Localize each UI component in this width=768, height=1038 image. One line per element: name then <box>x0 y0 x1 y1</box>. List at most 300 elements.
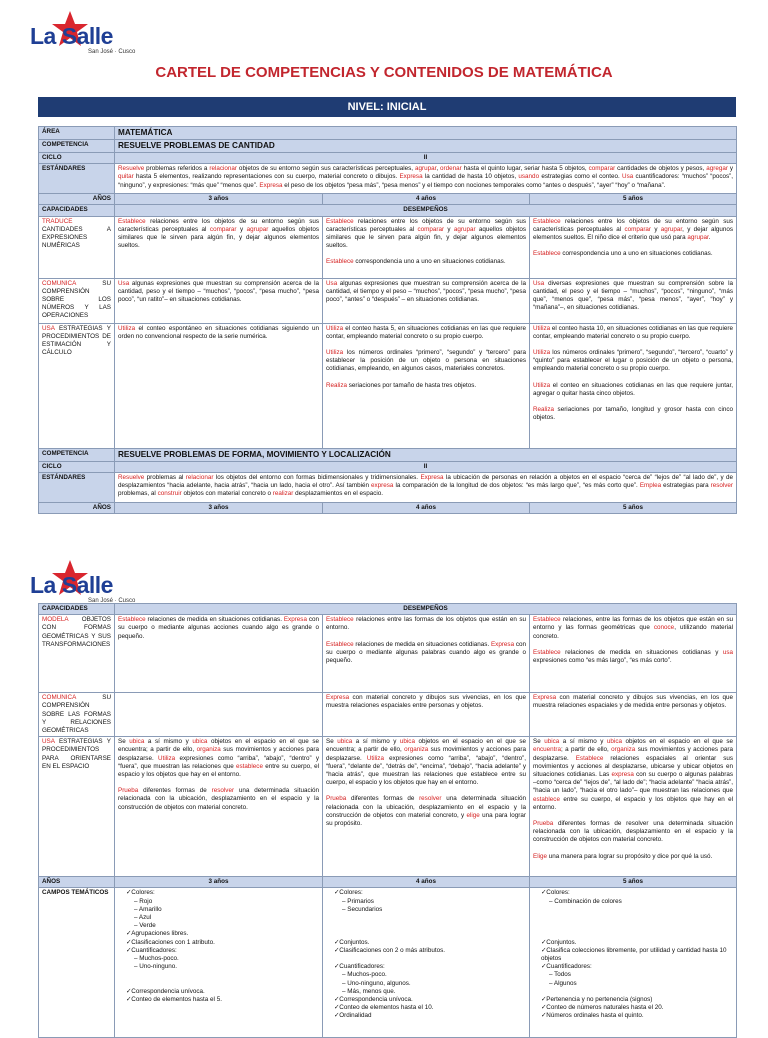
action-verb: Utiliza <box>118 324 136 332</box>
text-run: a sí mismo y <box>144 738 193 746</box>
ciclo-label: CICLO <box>39 153 115 164</box>
action-verb: COMUNICA <box>42 694 76 702</box>
topic-item: – Muchos-poco. <box>134 955 179 963</box>
action-verb: Expresa <box>259 181 283 189</box>
topic-item <box>334 955 526 963</box>
desempeno-3 <box>115 737 323 877</box>
text-run: relaciones entre los objetos de su entorno según sus características perceptuales al <box>326 217 526 233</box>
desempeno-5 <box>530 323 737 448</box>
desempeno-paragraph <box>533 349 733 374</box>
text-run: diferentes formas de <box>138 787 212 795</box>
topic-item: ✓Pertenencia y no pertenencia (signos) <box>541 996 653 1004</box>
desempeno-paragraph <box>533 694 733 710</box>
competencia-name: RESUELVE PROBLEMAS DE CANTIDAD <box>115 140 737 153</box>
text-run: la ubicación de personas en relación a objetos en el espacio “cerca de” “lejos de” “al lado de”, y de desplazamientos “hacia adelante, hacia atrás”, “hacia un lado, hacia el otro”. Así también <box>118 473 734 490</box>
logo-subtitle: San José · Cusco <box>88 49 136 55</box>
action-verb: Usa <box>118 279 130 287</box>
action-verb: Resuelve <box>118 165 145 173</box>
action-verb: usando <box>518 173 540 181</box>
page-title: CARTEL DE COMPETENCIAS Y CONTENIDOS DE MATEMÁTICA <box>155 64 613 81</box>
action-verb: Utiliza <box>533 349 551 357</box>
desempeno-3 <box>115 693 323 737</box>
text-run: entre su cuerpo, el espacio y los objetos que hay en el entorno. <box>118 762 319 779</box>
desempeno-paragraph <box>326 795 526 828</box>
action-verb: Utiliza <box>158 754 176 762</box>
text-run: relaciones de medida en situaciones cotidianas. <box>145 616 284 624</box>
desempeno-paragraph <box>118 616 319 641</box>
action-verb: agregar <box>706 165 728 173</box>
desempeno-paragraph <box>118 280 319 305</box>
action-verb: Elige <box>533 852 548 860</box>
text-run: objetos de su entorno según sus características perceptuales, <box>237 165 415 173</box>
action-verb: comparar <box>624 225 652 233</box>
text-run: entre su cuerpo, el espacio y los objetos que hay en el entorno. <box>533 795 734 811</box>
action-verb: Expresa <box>420 473 444 481</box>
topic-item: ✓Colores: <box>126 889 155 897</box>
desempeno-3 <box>115 615 323 693</box>
text-run: ESTRATEGIAS Y PROCEDIMIENTOS PARA ORIENTARSE EN EL ESPACIO <box>42 738 111 770</box>
action-verb: organiza <box>404 746 429 754</box>
action-verb: ubica <box>399 738 415 746</box>
action-verb: conoce <box>653 624 675 632</box>
action-verb: comparar <box>417 225 445 233</box>
text-run: OBJETOS CON FORMAS GEOMÉTRICAS Y SUS TRANSFORMACIONES <box>42 616 111 648</box>
ciclo-value: II <box>115 153 737 164</box>
desempeno-paragraph <box>533 820 733 845</box>
text-run: relaciones de medida en situaciones cotidianas y <box>560 648 723 656</box>
topic-item <box>541 922 733 930</box>
desempeno-paragraph <box>533 325 733 341</box>
text-run: relaciones espaciales al orientar sus movimientos y acciones al desplazarse, ubicarse y ubicar objetos en situaciones cotidianas. Las <box>533 754 734 779</box>
text-run: Se <box>118 738 130 746</box>
ciclo-label: CICLO <box>39 461 115 472</box>
capacidad-cell <box>39 615 115 693</box>
topic-item: – Primarios <box>342 897 374 905</box>
capacidad-cell <box>39 323 115 448</box>
area-name: MATEMÁTICA <box>115 127 737 140</box>
campos-5 <box>530 888 737 1038</box>
age-5: 5 años <box>530 877 737 888</box>
text-run: sus movimientos y acciones para desplazarse. <box>118 746 319 762</box>
action-verb: Expresa <box>283 616 307 624</box>
action-verb: organiza <box>196 746 221 754</box>
text-run: hasta el quinto lugar, seriar hasta 5 objetos, <box>461 165 589 173</box>
desempeno-4 <box>323 216 530 278</box>
campos-label: CAMPOS TEMÁTICOS <box>39 888 115 1038</box>
desempeno-3 <box>115 216 323 278</box>
competencies-table-2 <box>38 603 737 1038</box>
action-verb: organiza <box>611 746 636 754</box>
desempeno-paragraph <box>533 218 733 243</box>
text-run: una determinada situación relacionada con la ubicación, desplazamiento en el espacio y la construcción de objetos con material concreto, y <box>326 795 526 819</box>
desempeno-paragraph <box>533 738 733 812</box>
text-run: una manera para lograr su propósito y dice por qué la usó. <box>547 852 713 860</box>
text-run: diversas expresiones que muestran su comprensión sobre la cantidad, el peso y el tiempo – “muchos”, “pocos”, “ninguno”, “más que”, “menos que”, “pesa más”, “pesa menos”, “ayer”, “hoy” y “mañana”–, en situaciones cotidianas. <box>533 279 734 312</box>
action-verb: construir <box>157 490 182 498</box>
desempeno-5 <box>530 615 737 693</box>
topic-item: ✓Conjuntos. <box>334 938 370 946</box>
text-run: sus movimientos y acciones para desplazarse. <box>533 746 734 762</box>
level-banner: NIVEL: INICIAL <box>38 97 736 117</box>
desempeno-3 <box>115 278 323 323</box>
text-run: algunas expresiones que muestran su comprensión acerca de la cantidad, peso y el tiempo – “muchos”, “pocos”, “pesa mucho”, “pesa poco”, “un ratito”– en situaciones cotidianas. <box>118 279 319 304</box>
action-verb: Utiliza <box>533 324 551 332</box>
action-verb: USA <box>42 324 55 332</box>
desempeno-paragraph <box>326 616 526 632</box>
text-run: sus movimientos y acciones para desplazarse. <box>326 746 526 762</box>
text-run: con material concreto y dibujos sus vivencias, en los que muestra relaciones espaciales entre personas y objetos. <box>326 694 526 710</box>
lasalle-logo <box>30 18 150 60</box>
desempeno-paragraph <box>326 382 526 390</box>
text-run: con su cuerpo o algunas palabras –como “cerca de” “lejos de”, “al lado de”; “hacia adelante” “hacia atrás”, “hacia un lado”, “hacia el otro lado”– que muestran las relaciones que <box>533 771 734 795</box>
age-4: 4 años <box>323 502 530 513</box>
text-run: una para lograr su propósito. <box>326 811 526 828</box>
desempeno-5 <box>530 693 737 737</box>
capacidades-label: CAPACIDADES <box>39 604 115 615</box>
action-verb: agrupar <box>687 234 709 242</box>
desempeno-paragraph <box>326 694 526 710</box>
logo-word: La Salle <box>30 23 113 49</box>
action-verb: Prueba <box>326 795 347 803</box>
text-run: problemas, al <box>118 490 158 498</box>
logo-subtitle: San José · Cusco <box>88 598 136 604</box>
text-run: Se <box>326 738 338 746</box>
text-run: a sí mismo y <box>559 738 607 746</box>
action-verb: Usa <box>533 279 545 287</box>
action-verb: Establece <box>326 616 354 624</box>
topic-list <box>326 889 526 1020</box>
desempeno-paragraph <box>533 853 733 861</box>
action-verb: Establece <box>326 217 354 225</box>
topic-item: ✓Agrupaciones libres. <box>126 930 189 938</box>
topic-item: ✓Colores: <box>334 889 363 897</box>
desempeno-paragraph <box>533 280 733 313</box>
topic-item: ✓Conteo de elementos hasta el 5. <box>126 996 222 1004</box>
topic-item: ✓Clasificaciones con 1 atributo. <box>126 938 215 946</box>
anos-label: AÑOS <box>39 194 115 205</box>
topic-item: ✓Cuantificadores: <box>334 963 385 971</box>
text-run: y <box>727 165 734 173</box>
text-run: el peso de los objetos “pesa más”, “pesa menos” y el tiempo con nociones temporales como “antes o después”, “ayer” “hoy” o “mañana”. <box>282 181 666 189</box>
text-run: expresiones como “es más largo”, “es más corto”. <box>533 657 672 665</box>
action-verb: Establece <box>326 258 354 266</box>
capacidades-label: CAPACIDADES <box>39 205 115 216</box>
action-verb: Resuelve <box>118 473 145 481</box>
competencia-label: COMPETENCIA <box>39 448 115 461</box>
text-run: SU COMPRENSIÓN SOBRE LAS FORMAS Y RELACIONES GEOMÉTRICAS <box>42 694 111 735</box>
action-verb: Prueba <box>533 820 554 828</box>
desempeno-paragraph <box>533 382 733 398</box>
text-run: a sí mismo y <box>352 738 400 746</box>
desempeno-paragraph <box>533 406 733 422</box>
text-run: , y dejar algunos elementos sueltos. El niño dice el criterio que usó para <box>533 225 733 242</box>
desempeno-4 <box>323 693 530 737</box>
action-verb: Establece <box>533 616 561 624</box>
desempeno-paragraph <box>326 280 526 305</box>
page-2 <box>0 515 768 1024</box>
text-run: estrategias como el conteo. <box>539 173 623 181</box>
action-verb: comparar <box>588 165 616 173</box>
topic-item: – Amarillo <box>134 905 162 913</box>
action-verb: Expresa <box>533 694 557 702</box>
text-run: objetos en el espacio en el que se encuentra; a partir de ello, <box>118 738 319 754</box>
logo-word: La Salle <box>30 572 113 598</box>
topic-item: – Secundarios <box>342 905 383 913</box>
text-run: la cantidad de hasta 10 objetos, <box>422 173 519 181</box>
topic-list <box>533 889 733 1020</box>
age-3: 3 años <box>115 194 323 205</box>
topic-item: ✓Clasifica colecciones libremente, por utilidad y cantidad hasta 10 objetos <box>541 946 727 963</box>
action-verb: TRADUCE <box>42 217 73 225</box>
text-run: expresiones como “arriba”, “abajo”, “dentro” y “fuera”, que muestran las relaciones que <box>118 754 320 770</box>
text-run: diferentes formas de <box>346 795 420 803</box>
text-run: ; a partir de ello, <box>561 746 612 754</box>
action-verb: Usa <box>326 279 338 287</box>
action-verb: relacionar <box>185 473 214 481</box>
action-verb: Establece <box>326 640 354 648</box>
action-verb: Expresa <box>326 694 350 702</box>
action-verb: establece <box>236 762 263 770</box>
action-verb: Expresa <box>399 173 423 181</box>
desempeno-5 <box>530 216 737 278</box>
action-verb: Establece <box>118 616 146 624</box>
topic-item: – Combinación de colores <box>549 897 622 905</box>
desempeno-paragraph <box>118 738 319 779</box>
desempeno-paragraph <box>533 250 733 258</box>
competencia-name: RESUELVE PROBLEMAS DE FORMA, MOVIMIENTO Y LOCALIZACIÓN <box>115 448 737 461</box>
action-verb: agrupar <box>660 225 683 233</box>
action-verb: comparar <box>209 225 237 233</box>
text-run: relaciones de medida en situaciones cotidianas. <box>353 640 491 648</box>
text-run: hasta 5 elementos, realizando representaciones con su cuerpo, material concreto o dibujos. <box>133 173 400 181</box>
text-run: aquellos objetos similares que le sirven para algún fin, y dejar algunos elementos sueltos. <box>326 225 526 250</box>
text-run: el conteo en situaciones cotidianas en las que requiere juntar, agregar o quitar hasta cinco objetos. <box>533 381 734 397</box>
action-verb: Establece <box>575 754 604 762</box>
desempeno-paragraph <box>326 641 526 666</box>
text-run: Se <box>533 738 545 746</box>
topic-item <box>334 914 526 922</box>
text-run: , <box>436 165 441 173</box>
topic-item <box>541 930 733 938</box>
text-run: los números ordinales “primero”, “segundo”, “tercero”, “cuarto” y “quinto” para establecer el lugar o posición de un objeto o persona, empleando material concreto o su propio cuerpo. <box>533 349 734 373</box>
text-run: seriaciones por tamaño de hasta tres objetos. <box>347 381 477 389</box>
age-4: 4 años <box>323 194 530 205</box>
topic-list <box>118 889 319 1004</box>
topic-item: – Uno-ninguno, algunos. <box>342 979 411 987</box>
action-verb: ordenar <box>440 165 462 173</box>
text-run: diferentes formas de resolver una determinada situación relacionada con la ubicación, desplazamiento en el espacio y la construcción de objetos con material concreto. <box>533 820 734 844</box>
desempeno-5 <box>530 278 737 323</box>
action-verb: elige <box>466 811 480 819</box>
estandares-text <box>115 472 737 502</box>
desempeno-4 <box>323 737 530 877</box>
action-verb: USA <box>42 738 55 746</box>
topic-item: – Verde <box>134 922 156 930</box>
action-verb: ubica <box>337 738 353 746</box>
action-verb: realizar <box>272 490 294 498</box>
desempeno-paragraph <box>326 349 526 374</box>
action-verb: agrupar <box>453 225 476 233</box>
topic-item <box>541 906 733 914</box>
topic-item <box>334 930 526 938</box>
text-run: correspondencia uno a uno en situaciones cotidianas. <box>560 250 713 258</box>
desempeno-paragraph <box>326 258 526 266</box>
action-verb: Utiliza <box>326 349 344 357</box>
text-run: estrategias para <box>661 482 711 490</box>
desempeno-3 <box>115 323 323 448</box>
desempeno-paragraph <box>118 218 319 251</box>
action-verb: Utiliza <box>533 381 551 389</box>
topic-item: ✓Correspondencia unívoca. <box>334 996 413 1004</box>
capacidad-cell <box>39 278 115 323</box>
topic-item: – Rojo <box>134 897 153 905</box>
action-verb: expresa <box>371 482 394 490</box>
topic-item <box>541 988 733 996</box>
age-3: 3 años <box>115 877 323 888</box>
text-run: el conteo hasta 5, en situaciones cotidianas en las que requiere contar, empleando material concreto o su propio cuerpo. <box>326 324 526 340</box>
topic-item: ✓Colores: <box>541 889 570 897</box>
topic-item: – Más, menos que. <box>342 987 396 995</box>
desempeno-4 <box>323 615 530 693</box>
topic-item <box>334 922 526 930</box>
action-verb: COMUNICA <box>42 279 76 287</box>
text-run: aquellos objetos similares que le sirven para algún fin, y dejar algunos elementos sueltos. <box>118 225 319 250</box>
action-verb: relacionar <box>209 165 238 173</box>
topic-item: ✓Correspondencia unívoca. <box>126 987 205 995</box>
action-verb: Establece <box>118 217 146 225</box>
topic-item: – Todos <box>549 971 571 979</box>
competencies-table-1 <box>38 126 737 514</box>
text-run: y <box>444 225 454 233</box>
anos-label: AÑOS <box>39 502 115 513</box>
estandares-label: ESTÁNDARES <box>39 164 115 194</box>
text-run: una determinada situación relacionada con la ubicación, desplazamiento en el espacio y la construcción de objetos con material concreto. <box>118 787 319 811</box>
action-verb: usa <box>722 648 734 656</box>
estandares-label: ESTÁNDARES <box>39 472 115 502</box>
action-verb: Realiza <box>533 406 554 414</box>
action-verb: Emplea <box>639 482 662 490</box>
topic-item: – Algunos <box>549 979 577 987</box>
topic-item: – Muchos-poco. <box>342 971 387 979</box>
action-verb: Establece <box>533 217 561 225</box>
text-run: con material concreto y dibujos sus vivencias, en los que muestra relaciones espaciales y de medida entre personas y objetos. <box>533 694 734 710</box>
desempeno-paragraph <box>118 787 319 812</box>
text-run: desplazamientos en el espacio. <box>293 490 384 498</box>
action-verb: encuentra <box>533 746 562 754</box>
text-run: cantidades de objetos y pesos, <box>615 165 707 173</box>
age-4: 4 años <box>323 877 530 888</box>
action-verb: ubica <box>606 738 622 746</box>
text-run: objetos con material concreto o <box>181 490 273 498</box>
campos-3 <box>115 888 323 1038</box>
text-run: SU COMPRENSIÓN SOBRE LOS NÚMEROS Y LAS OPERACIONES <box>42 279 111 320</box>
text-run: con su cuerpo o mediante algunas acciones cuando algo es grande o pequeño. <box>118 616 319 640</box>
action-verb: resolver <box>710 482 734 490</box>
action-verb: Expresa <box>490 640 515 648</box>
desempeno-paragraph <box>326 325 526 341</box>
anos-label: AÑOS <box>39 877 115 888</box>
action-verb: Utiliza <box>366 754 384 762</box>
topic-item: – Uno-ninguno. <box>134 963 178 971</box>
age-5: 5 años <box>530 502 737 513</box>
text-run: relaciones entre los objetos de su entorno según sus características perceptuales al <box>533 217 734 233</box>
estandares-text <box>115 164 737 194</box>
text-run: cuantificadores: “muchos” “pocos”, “ninguno”, y expresiones: “más que” “menos que”. <box>118 173 734 189</box>
action-verb: MODELA <box>42 616 69 624</box>
text-run: , utilizando material concreto. <box>533 624 734 640</box>
topic-item: ✓Conteo de números naturales hasta el 20. <box>541 1004 664 1012</box>
action-verb: quitar <box>118 173 134 181</box>
ciclo-value: II <box>115 461 737 472</box>
action-verb: ubica <box>544 738 560 746</box>
desempeno-4 <box>323 323 530 448</box>
topic-item: ✓Ordinalidad <box>334 1012 372 1020</box>
text-run: y <box>651 225 661 233</box>
action-verb: Usa <box>622 173 634 181</box>
desempenos-label: DESEMPEÑOS <box>115 205 737 216</box>
text-run: la comparación de la longitud de dos objetos: “es más largo que”, “es más corto que”. <box>393 482 640 490</box>
desempeno-paragraph <box>326 218 526 251</box>
action-verb: resolver <box>211 787 235 795</box>
text-run: relaciones entre las formas de los objetos que están en su entorno. <box>326 616 526 632</box>
text-run: algunas expresiones que muestran su comprensión acerca de la cantidad, el tiempo y el peso – “muchos”, “pocos”, “pesa mucho”, “pesa poco”, “antes” o “después” – en situaciones cotidianas. <box>326 279 526 304</box>
text-run: ESTRATEGIAS Y PROCEDIMIENTOS DE ESTIMACIÓN Y CÁLCULO <box>42 324 111 357</box>
text-run: relaciones, entre las formas de los objetos que están en su entorno y las formas geométricas que <box>533 616 734 632</box>
text-run: CANTIDADES A EXPRESIONES NUMÉRICAS <box>42 225 111 250</box>
campos-4 <box>323 888 530 1038</box>
topic-item: ✓Clasificaciones con 2 o más atributos. <box>334 946 445 954</box>
desempeno-paragraph <box>326 738 526 787</box>
text-run: objetos en el espacio en el que se <box>621 738 734 746</box>
text-run: y <box>236 225 247 233</box>
action-verb: Prueba <box>118 787 139 795</box>
text-run: expresiones como “arriba”, “abajo”, “dentro”, “fuera”, “delante de”, “detrás de”, “encima”, “debajo”, “hacia adelante” y “hacia atrás”, que muestran las relaciones que establece entre su cuerpo, el espacio y los objetos que hay en el entorno. <box>326 754 527 787</box>
text-run: problemas al <box>144 473 186 481</box>
topic-item <box>126 980 319 988</box>
action-verb: Establece <box>533 250 561 258</box>
text-run: el conteo espontáneo en situaciones cotidianas siguiendo un orden no convencional respecto de la serie numérica. <box>118 324 319 340</box>
action-verb: agrupar <box>246 225 269 233</box>
text-run: correspondencia uno a uno en situaciones cotidianas. <box>353 258 506 266</box>
text-run: relaciones entre los objetos de su entorno según sus características perceptuales al <box>118 217 319 233</box>
topic-item: ✓Conjuntos. <box>541 938 577 946</box>
action-verb: agrupar <box>414 165 437 173</box>
topic-item: ✓Cuantificadores: <box>541 963 592 971</box>
action-verb: establece <box>533 795 560 803</box>
action-verb: resolver <box>419 795 442 803</box>
text-run: los números ordinales “primero”, “segundo” y “tercero” para establecer la posición de un objeto o persona en situaciones cotidianas, empleando, en algunos casos, materiales concretos. <box>326 349 526 373</box>
action-verb: Establece <box>533 648 561 656</box>
action-verb: ubica <box>192 738 208 746</box>
text-run: los objetos del entorno con formas bidimensionales y tridimensionales. <box>213 473 421 481</box>
topic-item: ✓Números ordinales hasta el quinto. <box>541 1012 644 1020</box>
desempeno-paragraph <box>533 616 733 641</box>
age-3: 3 años <box>115 502 323 513</box>
age-5: 5 años <box>530 194 737 205</box>
desempenos-label: DESEMPEÑOS <box>115 604 737 615</box>
desempeno-5 <box>530 737 737 877</box>
text-run: seriaciones por tamaño, longitud y grosor hasta con cinco objetos. <box>533 406 734 422</box>
topic-item: – Azul <box>134 914 152 922</box>
competencia-label: COMPETENCIA <box>39 140 115 153</box>
action-verb: Realiza <box>326 381 347 389</box>
action-verb: expresa <box>611 771 634 779</box>
capacidad-cell <box>39 216 115 278</box>
topic-item <box>126 971 319 979</box>
capacidad-cell <box>39 693 115 737</box>
text-run: problemas referidos a <box>144 165 210 173</box>
action-verb: ubica <box>129 738 145 746</box>
